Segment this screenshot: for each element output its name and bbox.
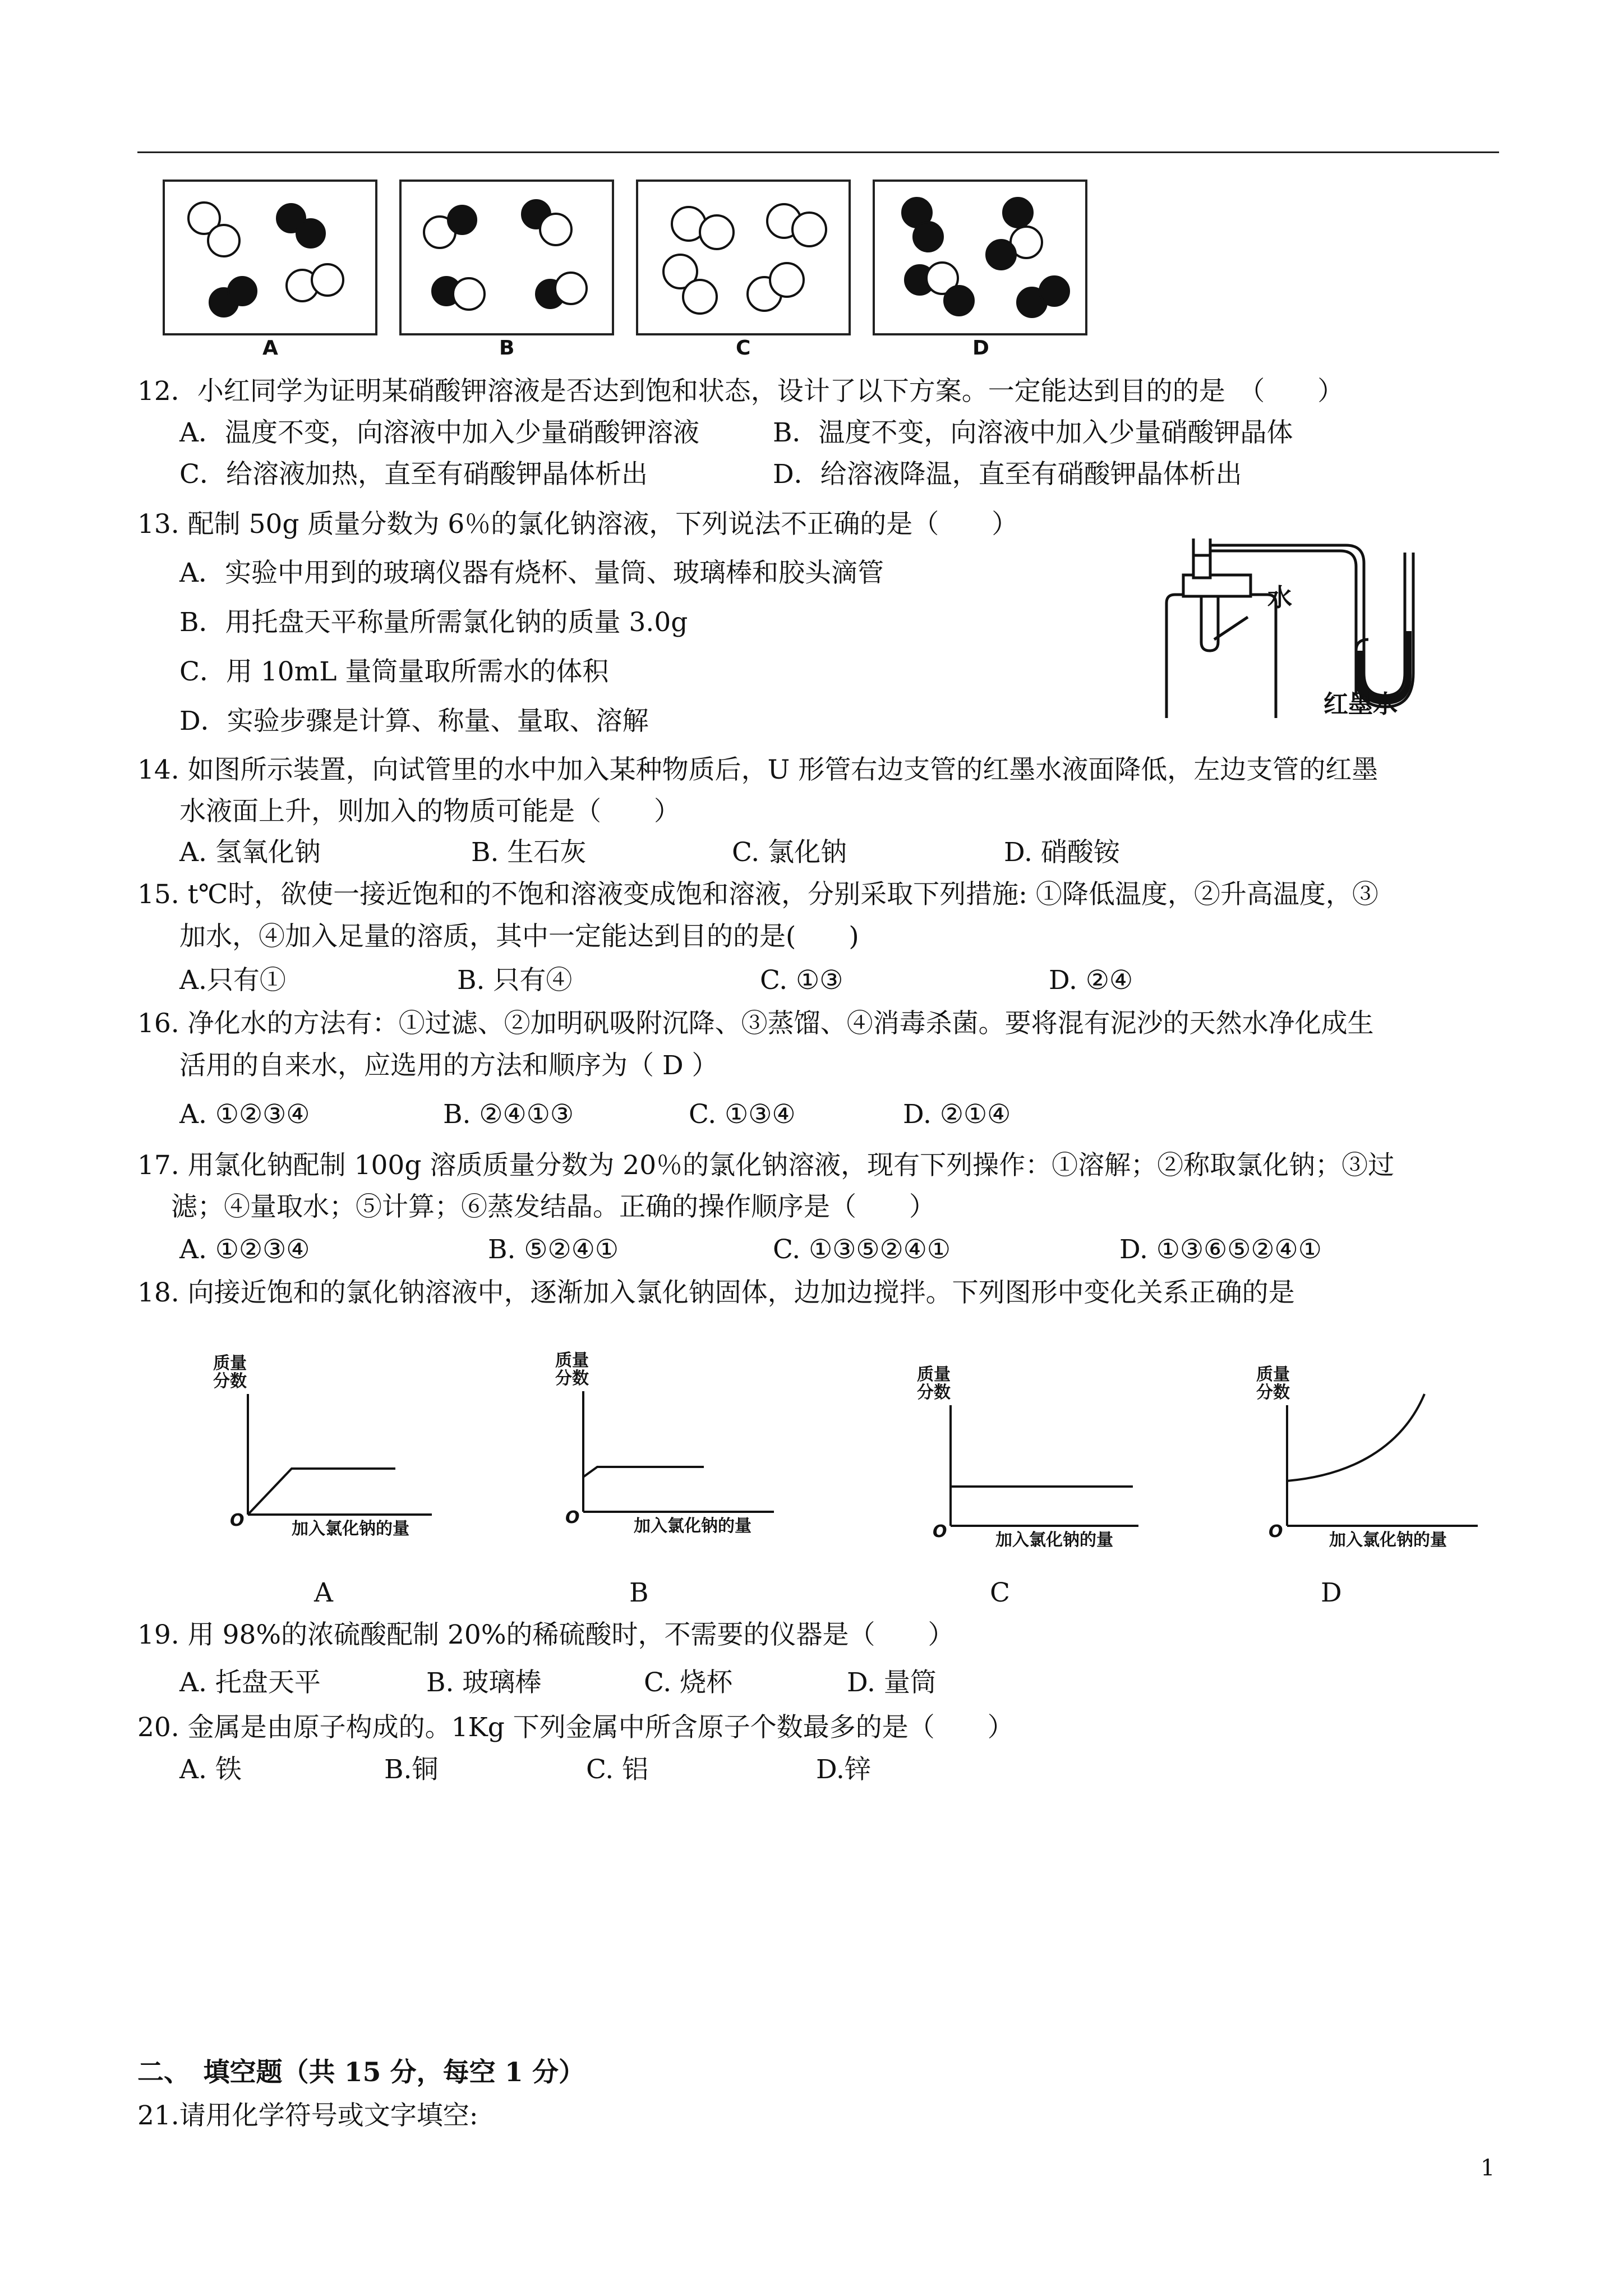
q20-stem: 20. 金属是由原子构成的。1Kg 下列金属中所含原子个数最多的是（ ） bbox=[137, 1712, 1014, 1743]
q12-stem: 12．小红同学为证明某硝酸钾溶液是否达到饱和状态，设计了以下方案。一定能达到目的的是 （ ） bbox=[137, 376, 1344, 407]
graph-b-origin: O bbox=[565, 1508, 580, 1527]
q16-stem-line2: 活用的自来水，应选用的方法和顺序为（ D ） bbox=[179, 1050, 718, 1081]
graph-b-ylabel-1: 质量 bbox=[555, 1351, 589, 1370]
q14-option-c: C. 氯化钠 bbox=[732, 837, 847, 868]
q15-stem-line2: 加水，④加入足量的溶质，其中一定能达到目的的是( ) bbox=[179, 921, 859, 952]
graph-c-ylabel-1: 质量 bbox=[917, 1365, 951, 1384]
section-2-heading: 二、 填空题（共 15 分，每空 1 分） bbox=[137, 2057, 585, 2088]
molecule-label-c: C bbox=[736, 337, 751, 360]
q13-option-b: B．用托盘天平称量所需氯化钠的质量 3.0g bbox=[179, 607, 688, 638]
graph-a bbox=[213, 1352, 449, 1548]
graph-b bbox=[555, 1349, 791, 1545]
q17-stem-line2: 滤；④量取水；⑤计算；⑥蒸发结晶。正确的操作顺序是（ ） bbox=[171, 1191, 935, 1222]
graph-d-xlabel: 加入氯化钠的量 bbox=[1329, 1530, 1447, 1550]
q16-option-a: A. ①②③④ bbox=[179, 1099, 310, 1130]
q14-option-a: A. 氢氧化钠 bbox=[179, 837, 321, 868]
q19-option-d: D. 量筒 bbox=[847, 1667, 937, 1698]
u-tube-apparatus-diagram bbox=[1155, 527, 1492, 718]
graph-c-label: C bbox=[990, 1577, 1010, 1608]
q20-option-a: A. 铁 bbox=[179, 1754, 242, 1785]
q12-option-d: D．给溶液降温，直至有硝酸钾晶体析出 bbox=[773, 459, 1242, 490]
graph-c-xlabel: 加入氯化钠的量 bbox=[995, 1530, 1113, 1550]
q16-option-c: C. ①③④ bbox=[689, 1099, 796, 1130]
molecule-diagram-b bbox=[399, 180, 614, 335]
graph-d bbox=[1256, 1363, 1492, 1559]
graph-c bbox=[917, 1363, 1152, 1559]
q14-stem-line1: 14. 如图所示装置，向试管里的水中加入某种物质后，U 形管右边支管的红墨水液面降低，左边支管的红墨 bbox=[137, 754, 1378, 785]
q12-option-a: A．温度不变，向溶液中加入少量硝酸钾溶液 bbox=[179, 417, 699, 448]
graph-a-origin: O bbox=[230, 1511, 245, 1530]
q13-option-c: C．用 10mL 量筒量取所需水的体积 bbox=[179, 656, 609, 687]
q15-stem-line1: 15. t℃时，欲使一接近饱和的不饱和溶液变成饱和溶液，分别采取下列措施: ①降低温度，②升高温度，③ bbox=[137, 879, 1378, 910]
q12-option-c: C．给溶液加热，直至有硝酸钾晶体析出 bbox=[179, 459, 648, 490]
header-rule bbox=[137, 151, 1499, 153]
q19-option-c: C. 烧杯 bbox=[644, 1667, 733, 1698]
graph-c-origin: O bbox=[933, 1522, 947, 1542]
q21-stem: 21.请用化学符号或文字填空: bbox=[137, 2100, 478, 2131]
molecule-label-a: A bbox=[262, 337, 278, 360]
q12-option-b: B．温度不变，向溶液中加入少量硝酸钾晶体 bbox=[773, 417, 1293, 448]
q13-option-a: A．实验中用到的玻璃仪器有烧杯、量筒、玻璃棒和胶头滴管 bbox=[179, 558, 884, 588]
molecule-label-d: D bbox=[972, 337, 989, 360]
graph-d-ylabel-2: 分数 bbox=[1256, 1383, 1290, 1402]
graph-d-origin: O bbox=[1269, 1522, 1283, 1542]
q19-stem: 19. 用 98%的浓硫酸配制 20%的稀硫酸时，不需要的仪器是（ ） bbox=[137, 1619, 955, 1650]
q17-option-b: B. ⑤②④① bbox=[488, 1234, 619, 1265]
q15-option-c: C. ①③ bbox=[760, 965, 843, 996]
water-label: 水 bbox=[1267, 583, 1292, 612]
graph-b-ylabel-2: 分数 bbox=[555, 1369, 589, 1388]
q16-option-b: B. ②④①③ bbox=[443, 1099, 574, 1130]
q18-stem: 18. 向接近饱和的氯化钠溶液中，逐渐加入氯化钠固体，边加边搅拌。下列图形中变化关系正确的是 bbox=[137, 1277, 1295, 1308]
q14-stem-line2: 水液面上升，则加入的物质可能是（ ） bbox=[179, 796, 680, 827]
q13-stem: 13. 配制 50g 质量分数为 6％的氯化钠溶液，下列说法不正确的是（ ） bbox=[137, 509, 1018, 540]
q16-option-d: D. ②①④ bbox=[903, 1099, 1011, 1130]
q20-option-c: C. 铝 bbox=[586, 1754, 649, 1785]
q17-option-a: A. ①②③④ bbox=[179, 1234, 310, 1265]
q14-option-b: B. 生石灰 bbox=[471, 837, 587, 868]
graph-d-label: D bbox=[1321, 1577, 1342, 1608]
q17-option-d: D. ①③⑥⑤②④① bbox=[1119, 1234, 1322, 1265]
graph-d-ylabel-1: 质量 bbox=[1256, 1365, 1290, 1384]
q14-option-d: D. 硝酸铵 bbox=[1004, 837, 1120, 868]
graph-a-ylabel-2: 分数 bbox=[213, 1372, 247, 1391]
q17-option-c: C. ①③⑤②④① bbox=[773, 1234, 951, 1265]
graph-c-ylabel-2: 分数 bbox=[917, 1383, 951, 1402]
q19-option-b: B. 玻璃棒 bbox=[426, 1667, 542, 1698]
graph-a-xlabel: 加入氯化钠的量 bbox=[292, 1519, 409, 1539]
q15-option-a: A.只有① bbox=[179, 965, 286, 996]
graph-a-label: A bbox=[314, 1577, 333, 1608]
molecule-diagram-c bbox=[636, 180, 851, 335]
q15-option-d: D. ②④ bbox=[1049, 965, 1133, 996]
q17-stem-line1: 17. 用氯化钠配制 100g 溶质质量分数为 20％的氯化钠溶液，现有下列操作：①溶解；②称取氯化钠；③过 bbox=[137, 1150, 1395, 1181]
q20-option-d: D.锌 bbox=[816, 1754, 871, 1785]
graph-b-xlabel: 加入氯化钠的量 bbox=[634, 1516, 751, 1536]
graph-a-ylabel-1: 质量 bbox=[213, 1354, 247, 1373]
q13-option-d: D．实验步骤是计算、称量、量取、溶解 bbox=[179, 706, 649, 737]
graph-b-label: B bbox=[629, 1577, 649, 1608]
q15-option-b: B. 只有④ bbox=[457, 965, 573, 996]
q19-option-a: A. 托盘天平 bbox=[179, 1667, 321, 1698]
q16-stem-line1: 16. 净化水的方法有：①过滤、②加明矾吸附沉降、③蒸馏、④消毒杀菌。要将混有泥沙的天然水净化成生 bbox=[137, 1008, 1374, 1039]
molecule-label-b: B bbox=[499, 337, 515, 360]
molecule-diagram-a bbox=[163, 180, 377, 335]
q20-option-b: B.铜 bbox=[384, 1754, 439, 1785]
page-number: 1 bbox=[1481, 2155, 1495, 2181]
red-ink-label: 红墨水 bbox=[1324, 690, 1398, 718]
molecule-diagram-d bbox=[873, 180, 1087, 335]
